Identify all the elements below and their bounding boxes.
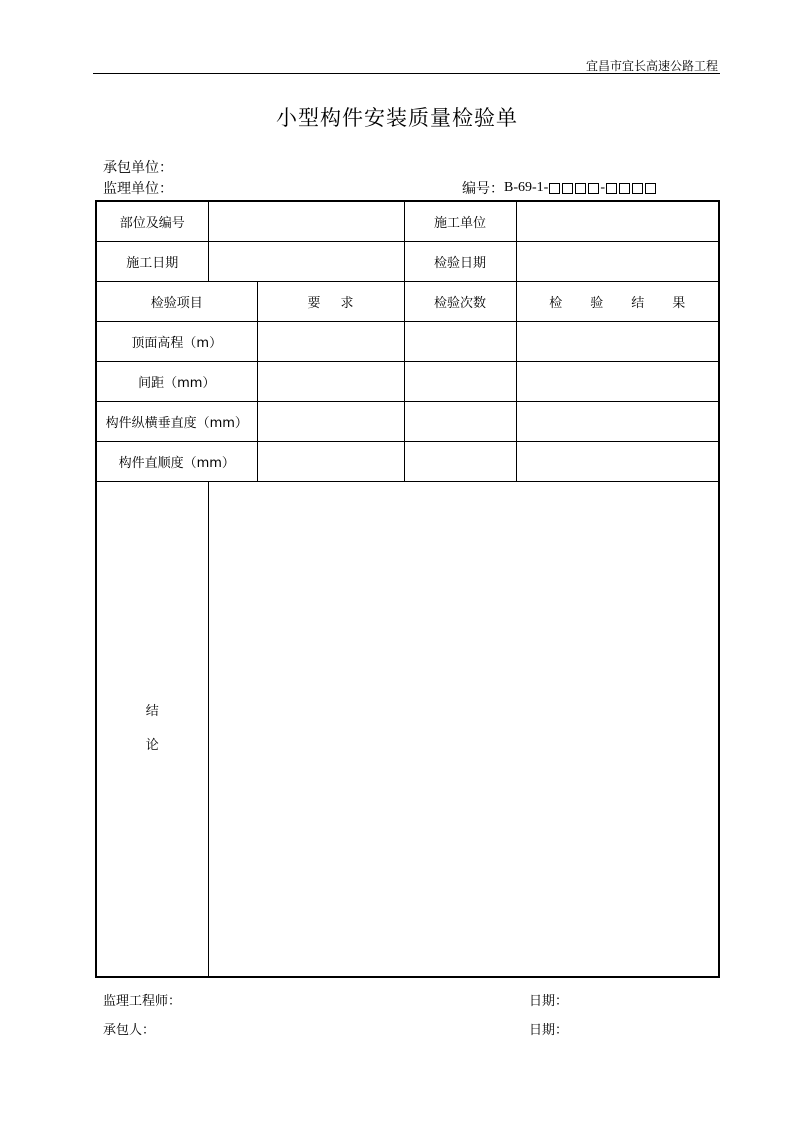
- column-header-requirement: 要求: [257, 281, 404, 321]
- column-header-result: 检验结果: [516, 281, 719, 321]
- code-box[interactable]: [588, 183, 599, 194]
- code-separator: -: [600, 180, 605, 195]
- code-box[interactable]: [562, 183, 573, 194]
- engineer-date-label: 日期：: [529, 994, 569, 1009]
- requirement-cell[interactable]: [257, 441, 404, 481]
- construction-unit-label: 施工单位: [404, 201, 516, 241]
- table-row: [96, 361, 719, 401]
- table-row: [96, 201, 719, 241]
- inspection-date-cell[interactable]: [516, 241, 719, 281]
- construction-date-label: 施工日期: [96, 241, 208, 281]
- conclusion-row: [96, 481, 719, 977]
- code-label: 编号：: [462, 181, 504, 197]
- conclusion-char-2: 论: [145, 737, 159, 753]
- project-name: 宜昌市宜长高速公路工程: [585, 59, 718, 73]
- requirement-cell[interactable]: [257, 361, 404, 401]
- engineer-label: 监理工程师：: [103, 994, 182, 1009]
- construction-date-cell[interactable]: [208, 241, 404, 281]
- part-value-cell[interactable]: [208, 201, 404, 241]
- part-label: 部位及编号: [96, 201, 208, 241]
- inspection-table: [95, 200, 720, 978]
- construction-unit-cell[interactable]: [516, 201, 719, 241]
- result-cell[interactable]: [516, 441, 719, 481]
- contractor-date-label: 日期：: [529, 1023, 569, 1038]
- table-row: [96, 321, 719, 361]
- code-boxes-group-2[interactable]: [605, 183, 657, 194]
- result-cell[interactable]: [516, 401, 719, 441]
- code-value: B-69-1-: [504, 180, 549, 195]
- item-label: 间距（mm）: [96, 361, 257, 401]
- item-label: 构件纵横垂直度（mm）: [96, 401, 257, 441]
- code-boxes-group-1[interactable]: [548, 183, 600, 194]
- page-title: 小型构件安装质量检验单: [276, 106, 518, 130]
- count-cell[interactable]: [404, 321, 516, 361]
- count-cell[interactable]: [404, 361, 516, 401]
- result-cell[interactable]: [516, 361, 719, 401]
- conclusion-label: [96, 481, 208, 977]
- code-box[interactable]: [619, 183, 630, 194]
- requirement-cell[interactable]: [257, 321, 404, 361]
- contractor-person-label: 承包人：: [103, 1023, 156, 1038]
- supervisor-label: 监理单位：: [103, 181, 173, 197]
- conclusion-char-1: 结: [145, 703, 159, 719]
- table-row: [96, 401, 719, 441]
- table-header-row: [96, 281, 719, 321]
- result-cell[interactable]: [516, 321, 719, 361]
- form-code: [462, 178, 657, 198]
- table-row: [96, 241, 719, 281]
- table-row: [96, 441, 719, 481]
- code-box[interactable]: [632, 183, 643, 194]
- column-header-item: 检验项目: [96, 281, 257, 321]
- contractor-label: 承包单位：: [103, 160, 173, 176]
- code-box[interactable]: [575, 183, 586, 194]
- code-box[interactable]: [645, 183, 656, 194]
- code-box[interactable]: [606, 183, 617, 194]
- count-cell[interactable]: [404, 441, 516, 481]
- item-label: 顶面高程（m）: [96, 321, 257, 361]
- code-box[interactable]: [549, 183, 560, 194]
- column-header-count: 检验次数: [404, 281, 516, 321]
- conclusion-cell[interactable]: [208, 481, 719, 977]
- item-label: 构件直顺度（mm）: [96, 441, 257, 481]
- requirement-cell[interactable]: [257, 401, 404, 441]
- count-cell[interactable]: [404, 401, 516, 441]
- header-divider: [93, 73, 720, 74]
- inspection-date-label: 检验日期: [404, 241, 516, 281]
